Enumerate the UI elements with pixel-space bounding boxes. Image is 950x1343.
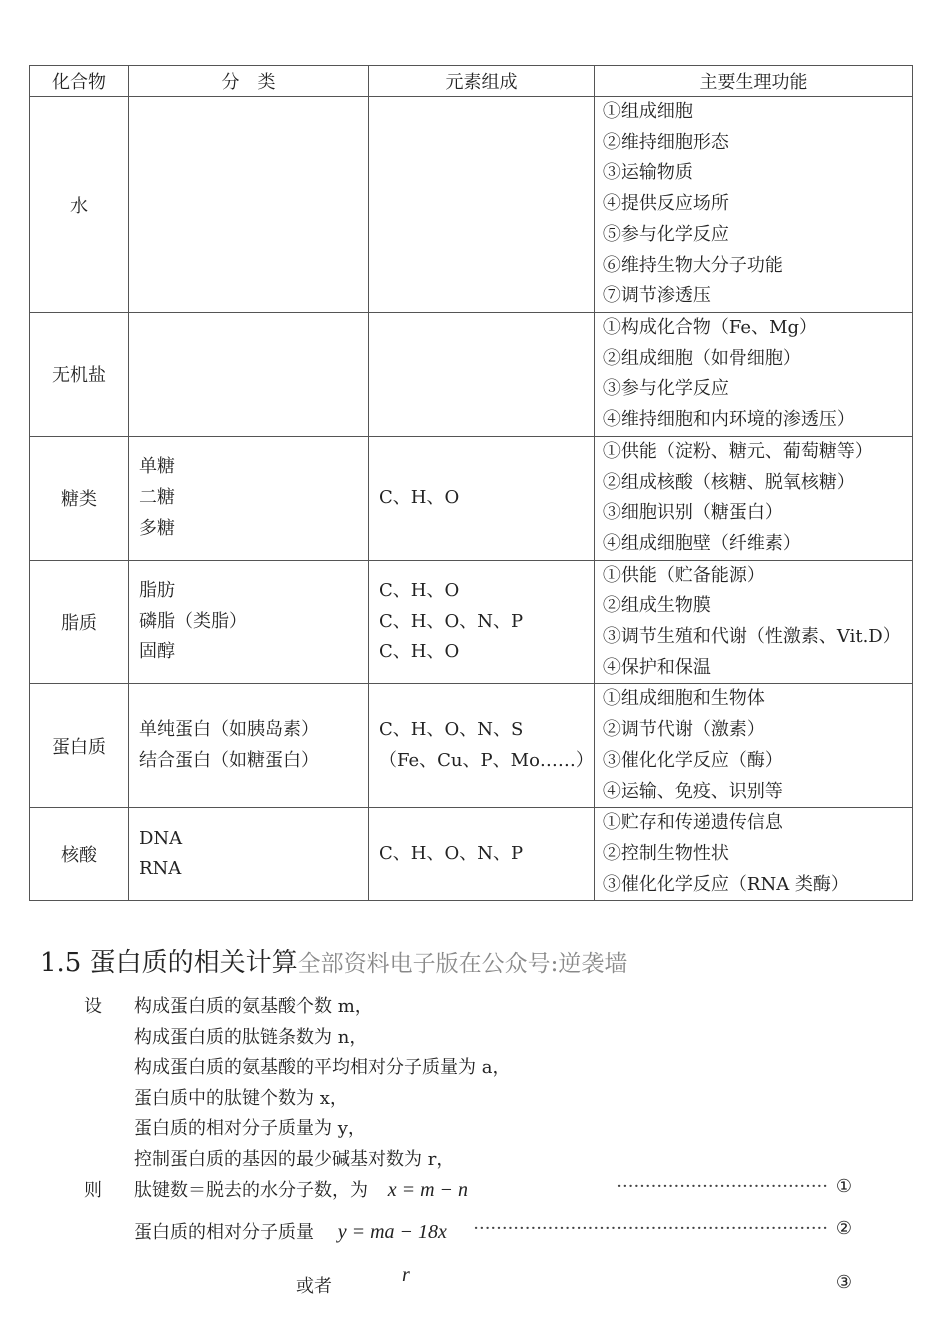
functions-cell	[594, 97, 912, 313]
elements-cell	[369, 808, 595, 901]
class-cell-line: 单纯蛋白（如胰岛素）	[139, 719, 319, 741]
eq1-formula: x = m − n	[387, 1179, 469, 1201]
then-label: 则	[84, 1180, 102, 1201]
elements-cell	[369, 684, 595, 808]
functions-cell-line: ①组成细胞和生物体	[602, 688, 765, 710]
functions-cell	[594, 560, 912, 684]
functions-cell-line: ④运输、免疫、识别等	[602, 780, 783, 802]
functions-cell-line: ④维持细胞和内环境的渗透压）	[602, 409, 855, 431]
elements-cell-line: C、H、O、N、S	[379, 719, 524, 741]
definition-line: 蛋白质的相对分子质量为 y，	[134, 1118, 366, 1139]
functions-cell-line: ④保护和保温	[602, 656, 711, 678]
section-title: 1.5 蛋白质的相关计算	[40, 948, 298, 978]
functions-cell-line: ⑦调节渗透压	[602, 285, 711, 307]
definition-line: 控制蛋白质的基因的最少碱基对数为 r，	[134, 1148, 455, 1170]
functions-cell-line: ①组成细胞	[602, 101, 693, 123]
functions-cell-line: ③细胞识别（糖蛋白）	[602, 502, 783, 524]
section-heading	[40, 942, 627, 979]
equation-1	[134, 1176, 852, 1202]
functions-cell-line: ②调节代谢（激素）	[602, 719, 765, 741]
class-cell-line: 固醇	[139, 641, 175, 663]
functions-cell-line: ⑥维持生物大分子功能	[602, 254, 783, 276]
eq2-dots: ······························································	[473, 1218, 828, 1239]
eq3-number: ③	[835, 1272, 852, 1293]
elements-cell-line: （Fe、Cu、P、Mo……）	[379, 749, 594, 771]
eq1-text: 肽键数＝脱去的水分子数，为	[134, 1180, 368, 1201]
functions-cell-line: ⑤参与化学反应	[602, 223, 729, 245]
equation-3	[296, 1264, 852, 1298]
class-cell-line: 单糖	[139, 456, 175, 478]
elements-cell-line: C、H、O	[379, 579, 460, 601]
class-cell-line: DNA	[139, 827, 183, 849]
compound-cell: 无机盐	[30, 313, 129, 437]
functions-cell-line: ②组成生物膜	[602, 595, 711, 617]
functions-cell-line: ②控制生物性状	[602, 842, 729, 864]
compounds-table	[29, 65, 913, 901]
class-cell	[129, 808, 369, 901]
elements-cell	[369, 313, 595, 437]
definition-line: 蛋白质中的肽键个数为 x，	[134, 1087, 348, 1109]
class-cell-line: RNA	[139, 858, 182, 880]
elements-cell	[369, 97, 595, 313]
let-label: 设	[84, 996, 102, 1017]
header-elements: 元素组成	[369, 66, 595, 97]
functions-cell-line: ④提供反应场所	[602, 193, 729, 215]
eq2-formula: y = ma − 18x	[337, 1221, 447, 1243]
compound-cell: 水	[30, 97, 129, 313]
eq2-text: 蛋白质的相对分子质量	[134, 1222, 314, 1243]
table-header-row	[30, 66, 913, 97]
table-row	[30, 560, 913, 684]
functions-cell-line: ②组成细胞（如骨细胞）	[602, 347, 801, 369]
functions-cell-line: ①供能（贮备能源）	[602, 564, 765, 586]
functions-cell	[594, 684, 912, 808]
functions-cell	[594, 436, 912, 560]
definition-line: 构成蛋白质的肽链条数为 n，	[134, 1026, 368, 1048]
eq1-dots: ·····································	[616, 1176, 828, 1197]
elements-cell	[369, 560, 595, 684]
functions-cell	[594, 313, 912, 437]
class-cell-line: 脂肪	[139, 579, 175, 601]
definition-line: 构成蛋白质的氨基酸的平均相对分子质量为 a，	[134, 1057, 511, 1078]
compound-cell: 核酸	[30, 808, 129, 901]
class-cell	[129, 436, 369, 560]
functions-cell-line: ③参与化学反应	[602, 378, 729, 400]
eq3-text: 或者	[296, 1276, 332, 1297]
functions-cell-line: ④组成细胞壁（纤维素）	[602, 532, 801, 554]
header-functions: 主要生理功能	[594, 66, 912, 97]
table-row	[30, 97, 913, 313]
functions-cell-line: ②组成核酸（核糖、脱氧核糖）	[602, 471, 855, 493]
class-cell	[129, 684, 369, 808]
class-cell	[129, 560, 369, 684]
eq2-number: ②	[835, 1218, 852, 1239]
functions-cell-line: ①贮存和传递遗传信息	[602, 812, 783, 834]
class-cell	[129, 97, 369, 313]
functions-cell-line: ③运输物质	[602, 162, 693, 184]
watermark-text: 全部资料电子版在公众号:逆袭墙	[297, 951, 628, 977]
table-row	[30, 808, 913, 901]
class-cell-line: 磷脂（类脂）	[139, 610, 247, 632]
functions-cell-line: ③催化化学反应（酶）	[602, 749, 783, 771]
class-cell-line: 结合蛋白（如糖蛋白）	[139, 749, 319, 771]
table-row	[30, 436, 913, 560]
functions-cell-line: ③调节生殖和代谢（性激素、Vit.D）	[602, 626, 901, 648]
functions-cell-line: ①供能（淀粉、糖元、葡萄糖等）	[602, 440, 873, 462]
table-row	[30, 313, 913, 437]
class-cell-line: 多糖	[139, 517, 175, 539]
class-cell	[129, 313, 369, 437]
elements-cell-line: C、H、O	[379, 641, 460, 663]
equation-2	[134, 1218, 852, 1244]
elements-cell	[369, 436, 595, 560]
eq1-number: ①	[835, 1176, 852, 1197]
elements-cell-line: C、H、O	[379, 486, 460, 508]
header-compound: 化合物	[30, 66, 129, 97]
class-cell-line: 二糖	[139, 486, 175, 508]
elements-cell-line: C、H、O、N、P	[379, 842, 524, 864]
eq3-var: r	[402, 1264, 410, 1286]
compound-cell: 糖类	[30, 436, 129, 560]
elements-cell-line: C、H、O、N、P	[379, 610, 524, 632]
definition-line: 构成蛋白质的氨基酸个数 m，	[134, 996, 373, 1017]
functions-cell-line: ①构成化合物（Fe、Mg）	[602, 317, 818, 338]
table-row	[30, 684, 913, 808]
functions-cell-line: ②维持细胞形态	[602, 131, 729, 153]
header-class: 分 类	[129, 66, 369, 97]
compound-cell: 蛋白质	[30, 684, 129, 808]
functions-cell	[594, 808, 912, 901]
functions-cell-line: ③催化化学反应（RNA 类酶）	[602, 873, 849, 895]
compound-cell: 脂质	[30, 560, 129, 684]
